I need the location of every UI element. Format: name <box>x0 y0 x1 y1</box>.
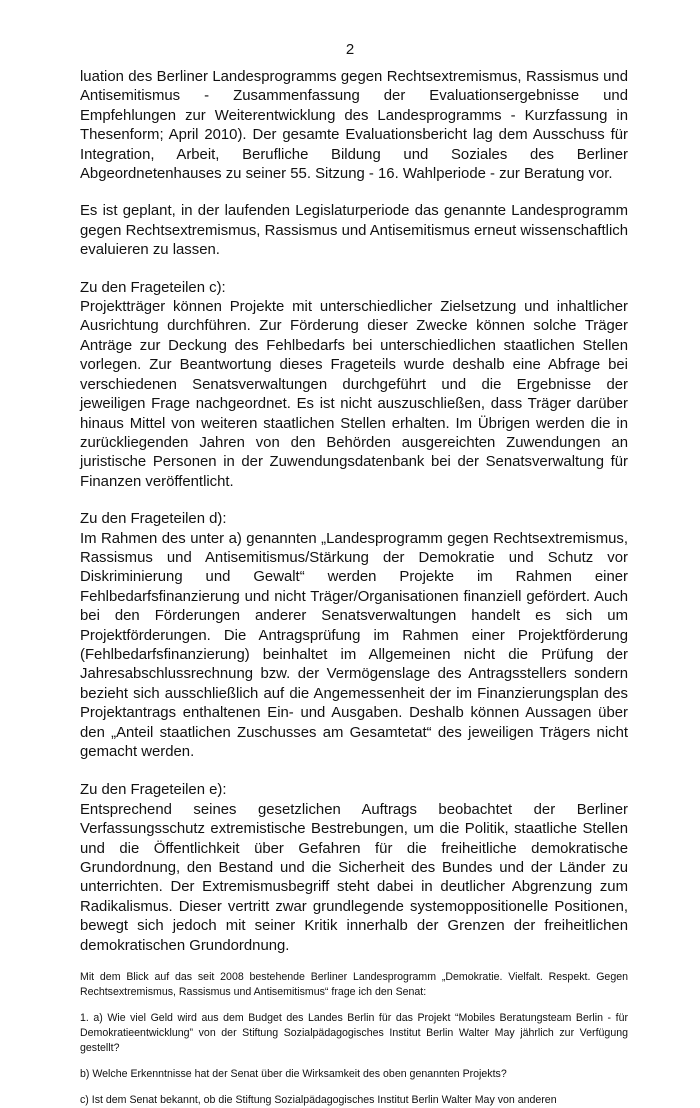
question-1a: 1. a) Wie viel Geld wird aus dem Budget des Landes Berlin für das Projekt “Mobiles Beratungsteam Berlin - für Demokratieentwicklung” von der Stiftung Sozialpädagogisches Institut Berlin Walter May jährlich zur Verfügung gestellt? <box>80 1012 628 1055</box>
section-c-heading: Zu den Frageteilen c): <box>80 279 226 296</box>
question-1c: c) Ist dem Senat bekannt, ob die Stiftung Sozialpädagogisches Institut Berlin Walter May von anderen <box>80 1094 557 1107</box>
evaluation-plan-paragraph: Es ist geplant, in der laufenden Legislaturperiode das genannte Landesprogramm gegen Rechtsextremismus, Rassismus und Antisemitismus erneut wissenschaftlich evaluieren zu lassen. <box>80 203 628 259</box>
section-d-body: Im Rahmen des unter a) genannten „Landesprogramm gegen Rechtsextremismus, Rassismus und Antisemitismus/Stärkung der Demokratie und Schutz vor Diskriminierung und Gewalt“ werden Projekte im Rahmen einer Fehlbedarfsfinanzierung und nicht Träger/Organisationen finanziell gefördert. Auch bei den Förderungen anderer Senatsverwaltungen handelt es sich um Projektförderungen. Die Antragsprüfung im Rahmen einer Projektförderung (Fehlbedarfsfinanzierung) beinhaltet im Allgemeinen nicht die Prüfung der Jahresabschlussrechnung bzw. der Vermögenslage des Antragsstellers sondern bezieht sich ausschließlich auf die Angemessenheit der im Finanzierungsplan des Projektantrags enthaltenen Ein- und Ausgaben. Deshalb können Aussagen über den „Anteil staatlichen Zuschusses am Gesamtetat“ des jeweiligen Trägers nicht gemacht werden. <box>80 530 628 760</box>
section-c-body: Projektträger können Projekte mit unterschiedlicher Zielsetzung und inhaltlicher Ausrichtung durchführen. Zur Förderung dieser Zwecke können solche Träger Anträge zur Deckung des Fehlbedarfs bei unterschiedlichen staatlichen Stellen vorlegen. Zur Beantwortung dieses Frageteils wurde deshalb eine Abfrage bei verschiedenen Senatsverwaltungen durchgeführt und die Ergebnisse der jeweiligen Frage nachgeordnet. Es ist nicht auszuschließen, dass Träger darüber hinaus Mittel von weiteren staatlichen Stellen erhalten. Im Übrigen werden die in zurückliegenden Jahren von den Behörden ausgereichten Zuwendungen an juristische Personen in der Zuwendungsdatenbank bei der Senatsverwaltung für Finanzen veröffentlicht. <box>80 299 628 490</box>
section-e-body: Entsprechend seines gesetzlichen Auftrags beobachtet der Berliner Verfassungsschutz extremistische Bestrebungen, um die Politik, staatliche Stellen und die Öffentlichkeit über Gefahren für die freiheitliche demokratische Grundordnung, den Bestand und die Sicherheit des Bundes und der Länder zu unterrichten. Der Extremismusbegriff steht dabei in deutlicher Abgrenzung zum Radikalismus. Dieser vertritt zwar grundlegende systemoppositionelle Positionen, bewegt sich jedoch mit seiner Kritik innerhalb der Grenzen der freiheitlichen demokratischen Grundordnung. <box>80 801 628 954</box>
section-e-heading: Zu den Frageteilen e): <box>80 782 227 799</box>
question-intro: Mit dem Blick auf das seit 2008 bestehende Berliner Landesprogramm „Demokratie. Vielfalt. Respekt. Gegen Rechtsextremismus, Rassismus und Antisemitismus“ frage ich den Senat: <box>80 971 628 999</box>
question-1b: b) Welche Erkenntnisse hat der Senat über die Wirksamkeit des oben genannten Projekts? <box>80 1068 507 1081</box>
page-number: 2 <box>345 41 355 58</box>
document-body <box>80 68 628 1108</box>
evaluation-paragraph: luation des Berliner Landesprogramms gegen Rechtsextremismus, Rassismus und Antisemitismus - Zusammenfassung der Evaluationsergebnisse und Empfehlungen zur Weiterentwicklung des Landesprogramms - Kurzfassung in Thesenform; April 2010). Der gesamte Evaluationsbericht lag dem Ausschuss für Integration, Arbeit, Berufliche Bildung und Soziales des Berliner Abgeordnetenhauses zu seiner 55. Sitzung - 16. Wahlperiode - zur Beratung vor. <box>80 69 628 183</box>
section-d-heading: Zu den Frageteilen d): <box>80 511 227 528</box>
